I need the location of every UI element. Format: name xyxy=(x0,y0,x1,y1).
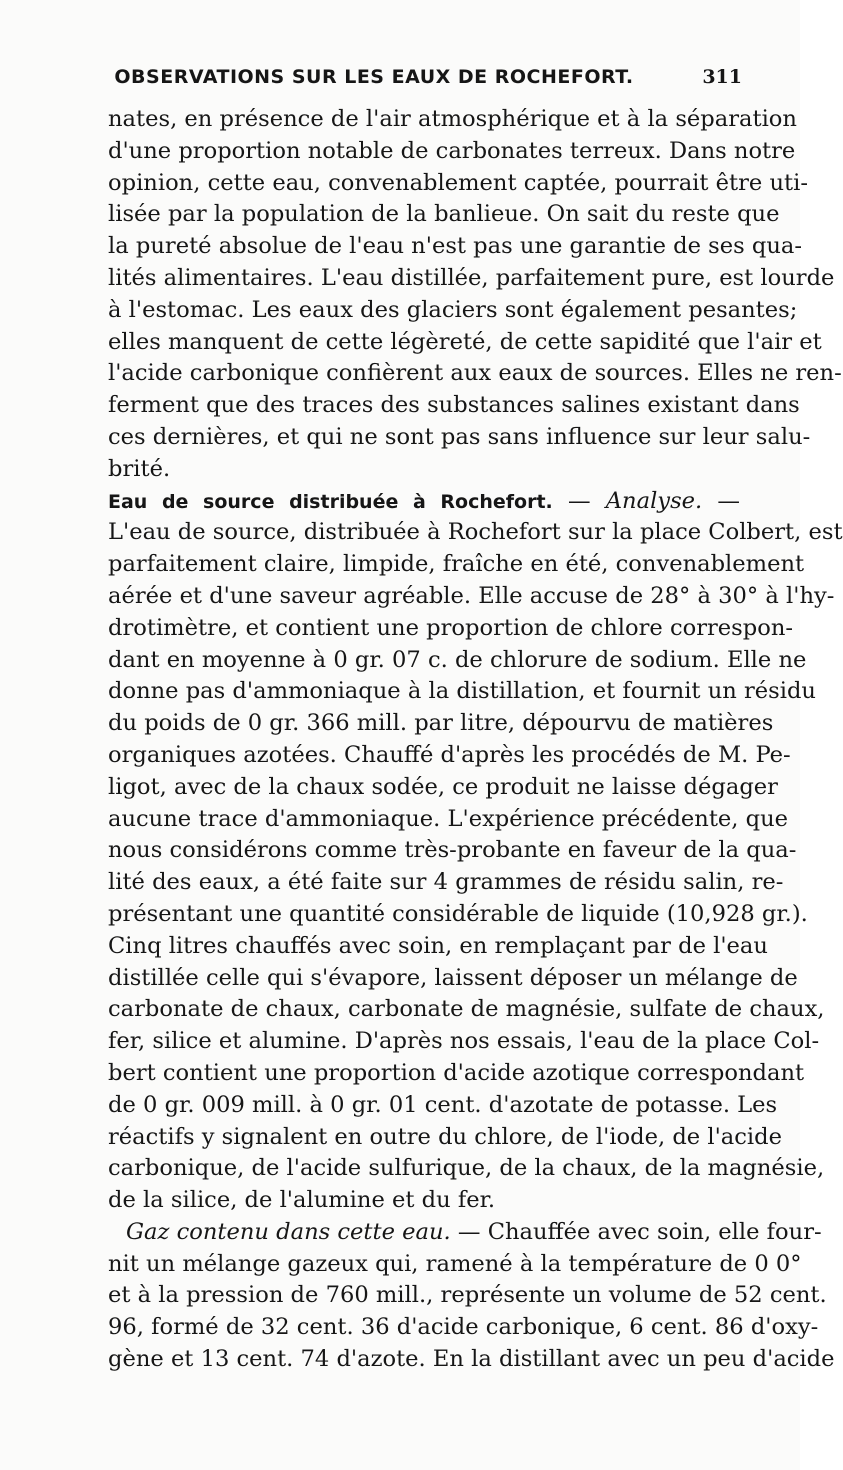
text-line: lisée par la population de la banlieue. On sait du reste que xyxy=(108,201,780,228)
text-line: organiques azotées. Chauffé d'après les procédés de M. Pe- xyxy=(108,741,791,768)
subsection-first-line: — Chauffée avec soin, elle four- xyxy=(450,1218,822,1245)
text-line: distillée celle qui s'évapore, laissent déposer un mélange de xyxy=(108,964,798,991)
text-line: lités alimentaires. L'eau distillée, parfaitement pure, est lourde xyxy=(108,264,835,291)
text-line: à l'estomac. Les eaux des glaciers sont également pesantes; xyxy=(108,296,798,323)
text-line: de 0 gr. 009 mill. à 0 gr. 01 cent. d'azotate de potasse. Les xyxy=(108,1091,778,1118)
text-line: carbonique, de l'acide sulfurique, de la chaux, de la magnésie, xyxy=(108,1155,825,1182)
text-line: du poids de 0 gr. 366 mill. par litre, dépourvu de matières xyxy=(108,710,774,737)
text-line: L'eau de source, distribuée à Rochefort sur la place Colbert, est xyxy=(108,519,843,546)
paragraph-3 xyxy=(108,1249,835,1376)
text-line: bert contient une proportion d'acide azotique correspondant xyxy=(108,1059,805,1086)
heading-dash: — xyxy=(702,487,740,514)
subsection-heading-line xyxy=(108,1217,822,1249)
text-line: carbonate de chaux, carbonate de magnésie, sulfate de chaux, xyxy=(108,996,825,1023)
text-line: nit un mélange gazeux qui, ramené à la température de 0 0° xyxy=(108,1250,802,1277)
subsection-heading: Gaz contenu dans cette eau. xyxy=(126,1218,451,1245)
section-heading-line xyxy=(108,486,740,518)
text-line: aucune trace d'ammoniaque. L'expérience précédente, que xyxy=(108,805,789,832)
text-line: la pureté absolue de l'eau n'est pas une garantie de ses qua- xyxy=(108,233,803,260)
text-line: réactifs y signalent en outre du chlore, de l'iode, de l'acide xyxy=(108,1123,782,1150)
text-line: ferment que des traces des substances salines existant dans xyxy=(108,392,800,419)
text-line: dant en moyenne à 0 gr. 07 c. de chlorure de sodium. Elle ne xyxy=(108,646,807,673)
heading-dash: — xyxy=(552,487,606,514)
text-line: elles manquent de cette légèreté, de cette sapidité que l'air et xyxy=(108,328,822,355)
text-line: ces dernières, et qui ne sont pas sans influence sur leur salu- xyxy=(108,423,811,450)
text-line: et à la pression de 760 mill., représente un volume de 52 cent. xyxy=(108,1282,827,1309)
text-line: lité des eaux, a été faite sur 4 grammes de résidu salin, re- xyxy=(108,869,784,896)
section-heading: Eau de source distribuée à Rochefort. xyxy=(108,490,553,513)
text-line: fer, silice et alumine. D'après nos essais, l'eau de la place Col- xyxy=(108,1028,820,1055)
text-line: Cinq litres chauffés avec soin, en remplaçant par de l'eau xyxy=(108,932,768,959)
paragraph-2 xyxy=(108,517,843,1217)
text-line: de la silice, de l'alumine et du fer. xyxy=(108,1187,496,1214)
header-title: OBSERVATIONS SUR LES EAUX DE ROCHEFORT. xyxy=(114,66,634,88)
body-text xyxy=(108,104,843,1376)
text-line: nous considérons comme très-probante en faveur de la qua- xyxy=(108,837,797,864)
text-line: ligot, avec de la chaux sodée, ce produit ne laisse dégager xyxy=(108,773,778,800)
text-line: opinion, cette eau, convenablement captée, pourrait être uti- xyxy=(108,169,808,196)
text-line: gène et 13 cent. 74 d'azote. En la distillant avec un peu d'acide xyxy=(108,1346,835,1373)
heading-analyse: Analyse. xyxy=(605,487,703,514)
paragraph-1 xyxy=(108,104,842,486)
text-line: l'acide carbonique confièrent aux eaux de sources. Elles ne ren- xyxy=(108,360,842,387)
text-line: donne pas d'ammoniaque à la distillation, et fournit un résidu xyxy=(108,678,816,705)
text-line: 96, formé de 32 cent. 36 d'acide carbonique, 6 cent. 86 d'oxy- xyxy=(108,1314,819,1341)
text-line: drotimètre, et contient une proportion de chlore correspon- xyxy=(108,614,794,641)
text-line: nates, en présence de l'air atmosphérique et à la séparation xyxy=(108,106,797,132)
page-number: 311 xyxy=(702,66,742,88)
text-line: brité. xyxy=(108,455,171,482)
text-line: parfaitement claire, limpide, fraîche en été, convenablement xyxy=(108,551,805,578)
running-header xyxy=(86,62,742,102)
text-line: aérée et d'une saveur agréable. Elle accuse de 28° à 30° à l'hy- xyxy=(108,582,835,609)
text-line: d'une proportion notable de carbonates terreux. Dans notre xyxy=(108,137,796,164)
text-line: présentant une quantité considérable de liquide (10,928 gr.). xyxy=(108,900,808,927)
